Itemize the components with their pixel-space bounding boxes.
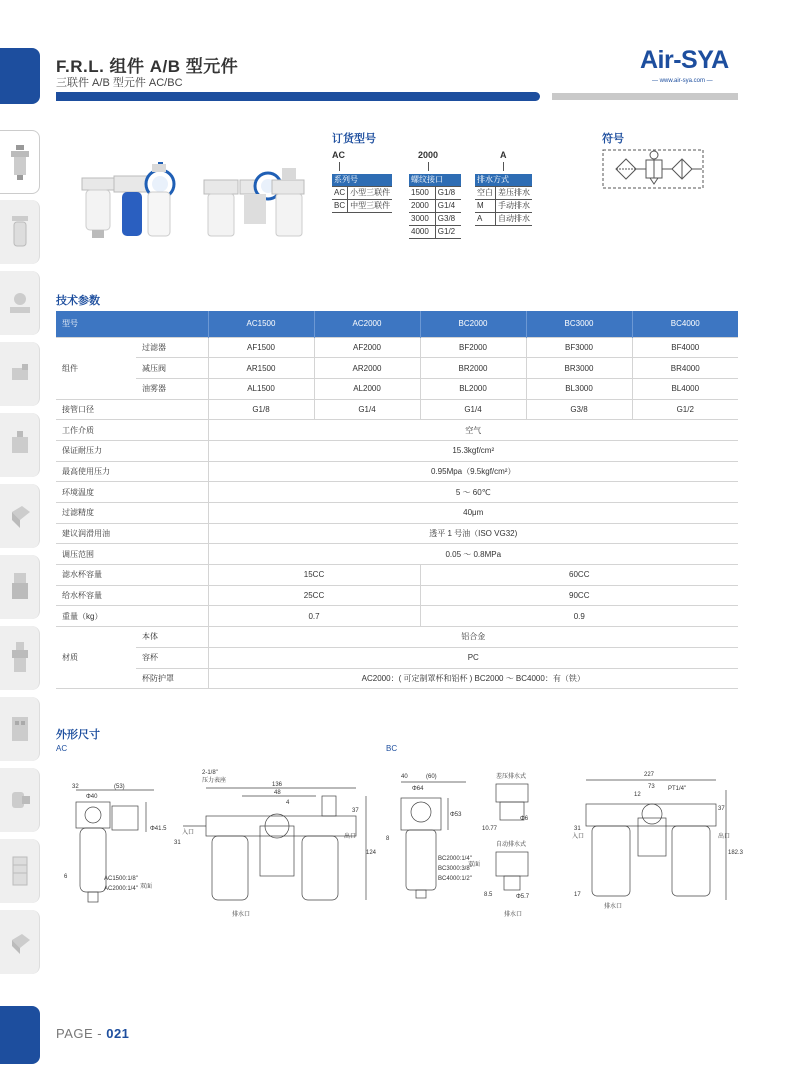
dim-text: 6 [64,874,68,880]
valve-icon [10,356,30,392]
material-name: 杯防护罩 [136,668,208,689]
table-cell: 0.7 [208,606,420,627]
filter-icon [10,214,30,250]
order-title: 订货型号 [332,133,376,145]
table-cell: G1/8 [208,399,314,420]
symbol-title: 符号 [602,133,624,145]
table-row [56,523,738,544]
table-cell: BR2000 [420,358,526,379]
thread-code: 3000 [409,213,435,226]
brand-logo: Air-SYA [640,46,729,74]
dim-text: PT1/4" [668,786,687,792]
header-blue-bar [56,92,540,101]
side-tab-silencer[interactable] [0,839,40,903]
model-ac2000: AC2000 [314,311,420,337]
side-tab-valve[interactable] [0,342,40,406]
order-code-drain: A [500,150,507,160]
block-icon [10,498,30,534]
order-drain-table [475,174,532,226]
table-cell: G1/4 [420,399,526,420]
dimension-drawings [56,760,744,930]
table-cell: 40μm [208,503,738,524]
side-tab-manifold[interactable] [0,697,40,761]
material-name: 本体 [136,627,208,648]
dim-text: 31 [574,826,581,832]
side-tab-bottom-blue [0,1006,40,1064]
dim-text: BC4000:1/2" [438,876,472,882]
table-cell: G1/2 [632,399,738,420]
thread-code: 1500 [409,187,435,200]
table-cell: 60CC [420,565,738,586]
regulator-icon [10,569,30,605]
table-row [56,378,738,399]
table-cell: 空气 [208,420,738,441]
table-cell: G3/8 [526,399,632,420]
component-name: 过滤器 [136,337,208,358]
row-label: 最高使用压力 [56,461,208,482]
row-label: 建议润滑用油 [56,523,208,544]
model-bc4000: BC4000 [632,311,738,337]
drain-code: A [475,213,496,226]
table-cell: BL4000 [632,378,738,399]
row-label: 给水杯容量 [56,585,208,606]
table-cell: 0.9 [420,606,738,627]
page-title: F.R.L. 组件 A/B 型元件 [56,57,239,76]
row-label: 过滤精度 [56,503,208,524]
side-tab-top-blue [0,48,40,104]
order-code-thread: 2000 [418,150,439,160]
dim-text: 48 [274,790,281,796]
dim-text: 自动排水式 [496,842,527,848]
dim-text: 差压排水式 [496,774,527,780]
dim-text: 排水口 [604,904,623,910]
frl-unit-icon [10,145,30,181]
table-row [56,544,738,565]
dim-text: Φ5.7 [516,894,530,900]
dim-text: BC2000:1/4" [438,856,472,862]
page-prefix: PAGE - [56,1026,107,1041]
drain-desc: 差压排水 [496,187,533,200]
side-tab-solenoid[interactable] [0,768,40,832]
dim-text: 73 [648,784,655,790]
drain-desc: 手动排水 [496,200,533,213]
table-row [56,585,738,606]
series-code: AC [332,187,348,200]
dims-title: 外形尺寸 [56,729,100,741]
dim-text: 入口 [182,830,195,836]
side-tab-frl[interactable] [0,130,40,194]
table-cell: AC2000：( 可定制罩杯和铝杯 ) BC2000 ～ BC4000：有（铁） [208,668,738,689]
header-grey-bar [552,93,738,100]
solenoid-icon [10,782,30,818]
table-row [56,440,738,461]
table-row [56,627,738,648]
thread-size: G1/4 [435,200,461,213]
fitting-icon [10,924,30,960]
table-cell: 15.3kgf/cm² [208,440,738,461]
table-cell: 90CC [420,585,738,606]
table-cell: AR1500 [208,358,314,379]
pneumatic-symbol [602,146,704,192]
material-name: 容杯 [136,647,208,668]
order-thread-table [409,174,461,239]
product-image-bc [200,150,312,246]
table-cell: BL2000 [420,378,526,399]
side-tab-connector[interactable] [0,271,40,335]
order-series-table [332,174,392,213]
dim-text: 8 [386,836,390,842]
dim-text: (60) [426,774,437,780]
dim-text: 入口 [572,834,585,840]
dim-text: 双面 [140,884,153,890]
table-cell: 铝合金 [208,627,738,648]
row-label: 接管口径 [56,399,208,420]
thread-size: G3/8 [435,213,461,226]
dim-text: 4 [286,800,290,806]
component-label: 组件 [56,337,136,399]
order-code-series: AC [332,150,345,160]
side-tab-block[interactable] [0,484,40,548]
row-label: 工作介质 [56,420,208,441]
silencer-icon [10,853,30,889]
table-cell: AL1500 [208,378,314,399]
table-cell: BL3000 [526,378,632,399]
model-ac1500: AC1500 [208,311,314,337]
dim-text: Φ53 [450,812,462,818]
table-cell: G1/4 [314,399,420,420]
thread-code: 4000 [409,226,435,239]
spec-table [56,311,738,689]
thread-header: 螺纹接口 [409,174,461,187]
drain-header: 排水方式 [475,174,532,187]
brand-url: — www.air-sya.com — [652,78,713,84]
drain-code: 空白 [475,187,496,200]
table-row [56,606,738,627]
table-cell: PC [208,647,738,668]
row-label: 调压范围 [56,544,208,565]
dim-text: 2-1/8" [202,770,218,776]
side-tab-lubricator[interactable] [0,626,40,690]
dim-text: 出口 [344,834,357,840]
spec-header-row [56,311,738,337]
table-cell: BF2000 [420,337,526,358]
thread-size: G1/2 [435,226,461,239]
order-tick-thread [428,162,429,171]
lubricator-icon [10,640,30,676]
table-row [56,482,738,503]
side-tab-regulator[interactable] [0,555,40,619]
table-row [56,358,738,379]
order-tick-drain [503,162,504,171]
dim-text: 双面 [468,862,481,868]
table-row [56,647,738,668]
page-num: 021 [106,1026,130,1041]
drain-code: M [475,200,496,213]
table-cell: 5 ～ 60℃ [208,482,738,503]
dim-text: 12 [634,792,641,798]
dim-text: 17 [574,892,581,898]
table-cell: AF1500 [208,337,314,358]
row-label: 保证耐压力 [56,440,208,461]
table-row [56,461,738,482]
table-cell: 0.05 ～ 0.8MPa [208,544,738,565]
thread-code: 2000 [409,200,435,213]
connector-icon [10,285,30,321]
row-label: 滤水杯容量 [56,565,208,586]
side-tab-filter[interactable] [0,200,40,264]
dim-text: 排水口 [504,912,523,918]
table-cell: BF4000 [632,337,738,358]
dim-text: Φ41.5 [150,826,167,832]
order-tick-series [339,162,340,171]
dim-text: 32 [72,784,79,790]
dim-text: 124 [366,850,377,856]
dim-text: 31 [174,840,181,846]
table-cell: 15CC [208,565,420,586]
series-header: 系列号 [332,174,392,187]
series-desc: 中型三联件 [348,200,393,213]
thread-size: G1/8 [435,187,461,200]
dims-bc-label: BC [386,744,398,753]
table-cell: 透平 1 号油（ISO VG32) [208,523,738,544]
dim-text: 压力表座 [202,778,227,784]
table-cell: AL2000 [314,378,420,399]
table-row [56,668,738,689]
component-name: 油雾器 [136,378,208,399]
table-row [56,399,738,420]
dim-text: 227 [644,772,655,778]
dim-text: BC3000:3/8" [438,866,472,872]
dim-text: AC1500:1/8" [104,876,138,882]
spec-model-label: 型号 [56,311,208,337]
manifold-icon [10,711,30,747]
product-image-ac [72,150,192,246]
dim-text: 182.3 [728,850,744,856]
dim-text: AC2000:1/4" [104,886,138,892]
dim-text: Φ40 [86,794,98,800]
table-row [56,337,738,358]
table-cell: BR3000 [526,358,632,379]
dim-text: 8.5 [484,892,493,898]
dim-text: 40 [401,774,408,780]
model-bc3000: BC3000 [526,311,632,337]
side-tab-fitting[interactable] [0,910,40,974]
table-cell: AR2000 [314,358,420,379]
series-code: BC [332,200,348,213]
model-bc2000: BC2000 [420,311,526,337]
table-cell: 25CC [208,585,420,606]
dim-text: Φ6 [520,816,529,822]
table-cell: AF2000 [314,337,420,358]
table-cell: BR4000 [632,358,738,379]
dims-ac-label: AC [56,744,68,753]
dim-text: 37 [352,808,359,814]
page-subtitle: 三联件 A/B 型元件 AC/BC [56,77,183,89]
spec-title: 技术参数 [56,295,100,307]
table-row [56,565,738,586]
side-tab-cylinder[interactable] [0,413,40,477]
table-row [56,420,738,441]
dim-text: (53) [114,784,125,790]
row-label: 环境温度 [56,482,208,503]
dim-text: Φ64 [412,786,424,792]
component-name: 减压阀 [136,358,208,379]
dim-text: 136 [272,782,283,788]
series-desc: 小型三联件 [348,187,393,200]
cylinder-icon [10,427,30,463]
table-cell: BF3000 [526,337,632,358]
row-label: 重量（kg） [56,606,208,627]
table-row [56,503,738,524]
page-number [56,1026,129,1041]
dim-text: 37 [718,806,725,812]
table-cell: 0.95Mpa（9.5kgf/cm²） [208,461,738,482]
dim-text: 排水口 [232,912,251,918]
dim-text: 出口 [718,834,731,840]
drain-desc: 自动排水 [496,213,533,226]
material-label: 材质 [56,627,136,689]
dim-text: 10.77 [482,826,498,832]
